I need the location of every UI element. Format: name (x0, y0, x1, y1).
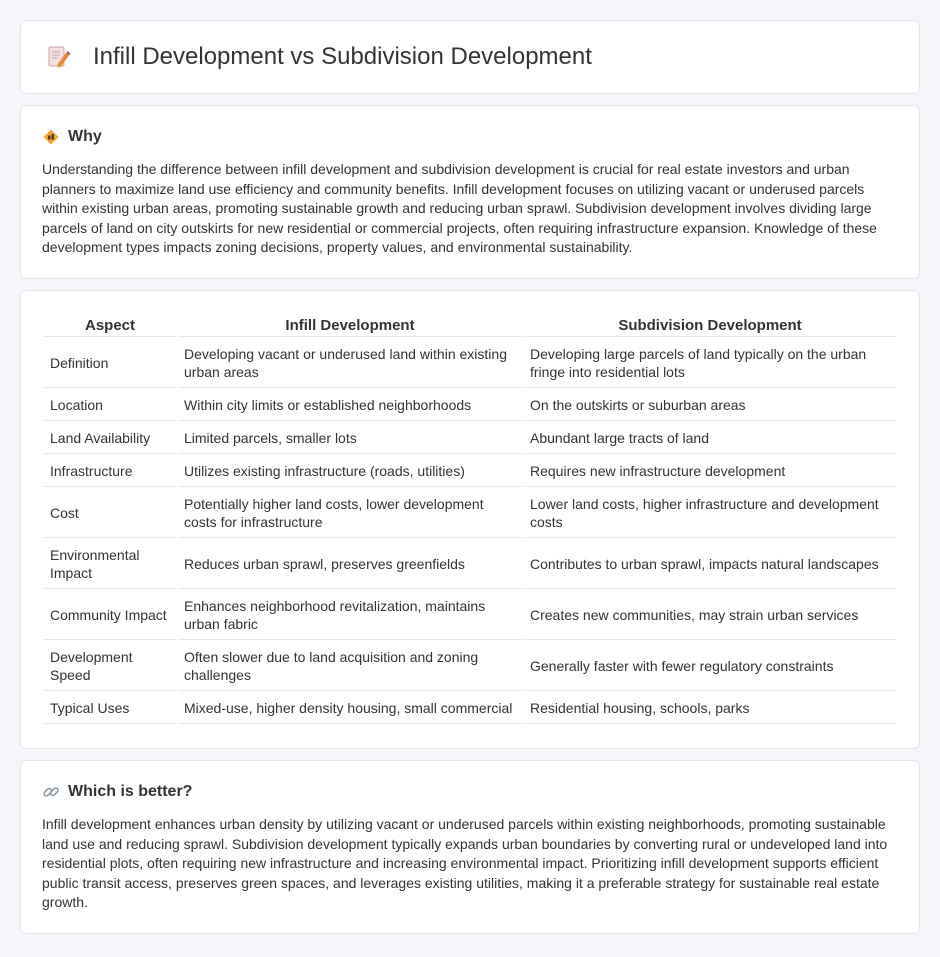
aspect-cell: Cost (44, 489, 176, 538)
subdivision-cell: Generally faster with fewer regulatory constraints (524, 642, 896, 691)
why-text: Understanding the difference between infill development and subdivision development is crucial for real estate investors and urban planners to maximize land use efficiency and community benefits. Infill development focuses on utilizing vacant or underused parcels within existing urban areas, promoting sustainable growth and reducing urban sprawl. Subdivision development involves dividing large parcels of land on city outskirts for new residential or commercial projects, often requiring infrastructure expansion. Knowledge of these development types impacts zoning decisions, property values, and environmental sustainability. (42, 161, 877, 256)
subdivision-cell: Developing large parcels of land typically on the urban fringe into residential lots (524, 339, 896, 388)
which-text: Infill development enhances urban density by utilizing vacant or underused parcels within existing neighborhoods, promoting sustainable land use and reducing sprawl. Subdivision development typically expands urban boundaries by converting rural or undeveloped land into residential plots, often requiring new infrastructure and increasing environmental impact. Prioritizing infill development supports efficient public transit access, preserves green spaces, and leverages existing utilities, making it a preferable strategy for sustainable real estate growth. (42, 815, 888, 911)
subdivision-cell: Residential housing, schools, parks (524, 693, 896, 724)
link-icon (42, 783, 60, 801)
table-row (44, 693, 896, 724)
header-card (20, 20, 920, 94)
table-row (44, 456, 896, 487)
aspect-cell: Location (44, 390, 176, 421)
aspect-cell: Land Availability (44, 423, 176, 454)
why-heading (42, 128, 898, 146)
aspect-cell: Community Impact (44, 591, 176, 640)
diamond-sign-icon (42, 128, 60, 146)
comparison-card (20, 290, 920, 749)
column-header-aspect: Aspect (44, 315, 176, 337)
subdivision-cell: Creates new communities, may strain urban services (524, 591, 896, 640)
table-row (44, 642, 896, 691)
infill-cell: Potentially higher land costs, lower development costs for infrastructure (178, 489, 522, 538)
aspect-cell: Development Speed (44, 642, 176, 691)
which-section (20, 760, 920, 934)
memo-pencil-icon (45, 44, 71, 70)
page-title: Infill Development vs Subdivision Development (93, 43, 592, 70)
infill-cell: Within city limits or established neighborhoods (178, 390, 522, 421)
infill-cell: Reduces urban sprawl, preserves greenfields (178, 540, 522, 589)
table-row (44, 591, 896, 640)
column-header-infill: Infill Development (178, 315, 522, 337)
aspect-cell: Infrastructure (44, 456, 176, 487)
table-row (44, 339, 896, 388)
infill-cell: Often slower due to land acquisition and zoning challenges (178, 642, 522, 691)
table-row (44, 390, 896, 421)
subdivision-cell: Lower land costs, higher infrastructure and development costs (524, 489, 896, 538)
subdivision-cell: Abundant large tracts of land (524, 423, 896, 454)
column-header-subdivision: Subdivision Development (524, 315, 896, 337)
infill-cell: Limited parcels, smaller lots (178, 423, 522, 454)
why-title: Why (68, 128, 102, 145)
aspect-cell: Typical Uses (44, 693, 176, 724)
table-row (44, 423, 896, 454)
subdivision-cell: Requires new infrastructure development (524, 456, 896, 487)
infill-cell: Enhances neighborhood revitalization, maintains urban fabric (178, 591, 522, 640)
infill-cell: Developing vacant or underused land within existing urban areas (178, 339, 522, 388)
aspect-cell: Definition (44, 339, 176, 388)
subdivision-cell: Contributes to urban sprawl, impacts natural landscapes (524, 540, 896, 589)
infill-cell: Mixed-use, higher density housing, small commercial (178, 693, 522, 724)
why-section (20, 105, 920, 279)
table-row (44, 540, 896, 589)
which-title: Which is better? (68, 782, 193, 800)
which-heading (42, 783, 898, 801)
infill-cell: Utilizes existing infrastructure (roads, utilities) (178, 456, 522, 487)
comparison-table (42, 313, 898, 726)
table-header-row (44, 315, 896, 337)
aspect-cell: Environmental Impact (44, 540, 176, 589)
table-row (44, 489, 896, 538)
subdivision-cell: On the outskirts or suburban areas (524, 390, 896, 421)
